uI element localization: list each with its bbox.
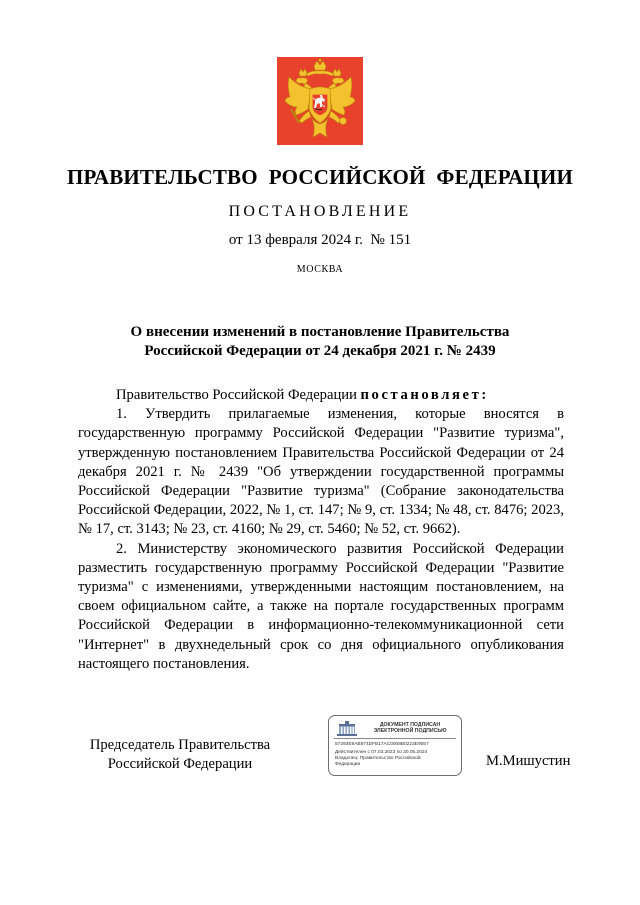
stamp-owner-line-1: Владелец: Правительство Российской bbox=[335, 756, 421, 761]
stamp-certificate-number: 57293E9AB874DFB17AC0008B0223E9057 bbox=[335, 742, 429, 747]
preamble-decree-word: постановляет: bbox=[360, 387, 489, 403]
stamp-divider bbox=[334, 738, 456, 739]
government-building-icon bbox=[335, 720, 359, 738]
signatory-position-line-1: Председатель Правительства bbox=[89, 737, 271, 753]
document-date-number: от 13 февраля 2024 г. № 151 bbox=[228, 232, 412, 248]
stamp-title bbox=[363, 722, 457, 735]
russian-coat-of-arms-icon bbox=[277, 57, 363, 145]
clause-2: 2. Министерству экономического развития Российской Федерации разместить государственную программу Российской Федерации "Развитие туризма" с изменениями, утвержденными настоящим постановлением, на своем официальном сайте, а также на портале государственных программ Российской Федерации в информационно-телекоммуникационной сети "Интернет" в двухнедельный срок со дня официального опубликования настоящего постановления. bbox=[78, 540, 564, 672]
document-body bbox=[78, 386, 564, 674]
electronic-signature-stamp bbox=[328, 715, 462, 776]
clause-1: 1. Утвердить прилагаемые изменения, которые вносятся в государственную программу Российской Федерации "Развитие туризма", утвержденную постановлением Правительства Российской Федерации от 24 декабря 2021 г. № 2439 "Об утверждении государственной программы Российской Федерации "Развитие туризма" (Собрание законодательства Российской Федерации, 2022, № 1, ст. 147; № 9, ст. 1334; № 48, ст. 8476; 2023, № 17, ст. 3143; № 23, ст. 4160; № 29, ст. 5460; № 52, ст. 9662). bbox=[78, 406, 564, 538]
subject-line-1: О внесении изменений в постановление Правительства bbox=[130, 324, 510, 340]
document-subject bbox=[80, 323, 560, 361]
subject-line-2: Российской Федерации от 24 декабря 2021 г. № 2439 bbox=[144, 343, 496, 359]
signatory-position bbox=[80, 736, 280, 774]
stamp-title-line-2: ЭЛЕКТРОННОЙ ПОДПИСЬЮ bbox=[373, 728, 447, 735]
document-type: ПОСТАНОВЛЕНИЕ bbox=[228, 203, 412, 220]
document-city: МОСКВА bbox=[296, 264, 344, 275]
stamp-validity: Действителен с 07.03.2023 по 30.05.2024 bbox=[335, 750, 428, 755]
signatory-position-line-2: Российской Федерации bbox=[107, 756, 253, 772]
signatory-name: М.Мишустин bbox=[486, 753, 571, 769]
preamble-text: Правительство Российской Федерации bbox=[116, 387, 361, 403]
stamp-title-line-1: ДОКУМЕНТ ПОДПИСАН bbox=[379, 722, 441, 728]
government-title: ПРАВИТЕЛЬСТВО РОССИЙСКОЙ ФЕДЕРАЦИИ bbox=[66, 165, 574, 189]
preamble bbox=[78, 386, 564, 405]
stamp-owner-line-2: Федерации bbox=[335, 762, 361, 767]
